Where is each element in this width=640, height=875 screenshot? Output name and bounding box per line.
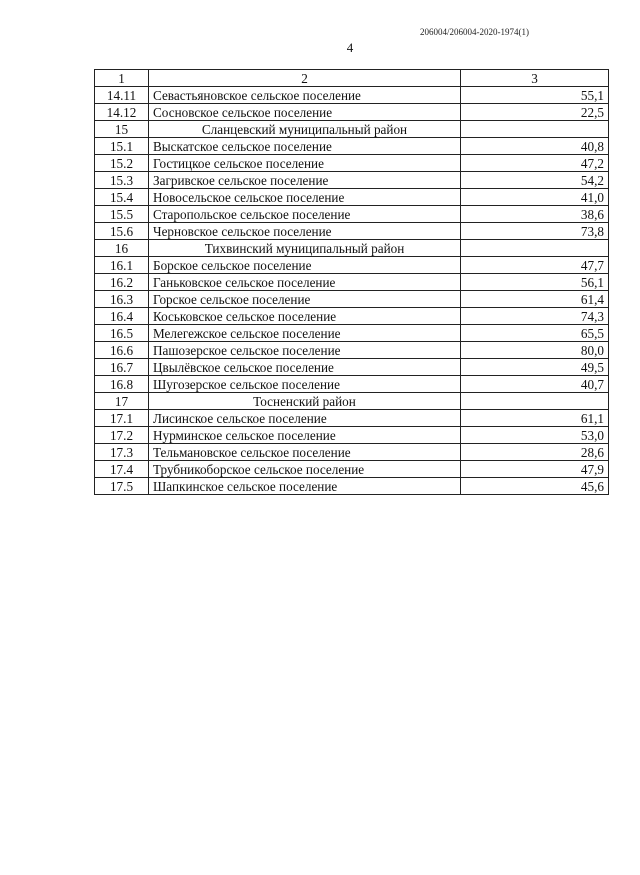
district-row [95,121,609,138]
value-cell [461,121,609,138]
settlement-name-cell: Шугозерское сельское поселение [149,376,461,393]
value-cell: 54,2 [461,172,609,189]
table-row [95,478,609,495]
row-number-cell: 16.3 [95,291,149,308]
table-row [95,274,609,291]
table-row [95,410,609,427]
settlement-name-cell: Тельмановское сельское поселение [149,444,461,461]
row-number-cell: 16 [95,240,149,257]
settlement-name-cell: Лисинское сельское поселение [149,410,461,427]
value-cell: 41,0 [461,189,609,206]
district-name-cell: Тосненский район [149,393,461,410]
row-number-cell: 15 [95,121,149,138]
value-cell: 49,5 [461,359,609,376]
settlement-name-cell: Шапкинское сельское поселение [149,478,461,495]
table-row [95,325,609,342]
page-number: 4 [346,40,354,55]
row-number-cell: 17.4 [95,461,149,478]
value-cell: 80,0 [461,342,609,359]
row-number-cell: 16.5 [95,325,149,342]
row-number-cell: 17.1 [95,410,149,427]
table-row [95,206,609,223]
row-number-cell: 15.5 [95,206,149,223]
row-number-cell: 17 [95,393,149,410]
row-number-cell: 16.8 [95,376,149,393]
value-cell: 47,9 [461,461,609,478]
table-row [95,172,609,189]
value-cell: 40,7 [461,376,609,393]
row-number-cell: 15.2 [95,155,149,172]
row-number-cell: 17.3 [95,444,149,461]
column-header-1: 1 [95,70,149,87]
table-row [95,104,609,121]
table-row [95,291,609,308]
row-number-cell: 14.12 [95,104,149,121]
value-cell: 73,8 [461,223,609,240]
settlement-name-cell: Гостицкое сельское поселение [149,155,461,172]
table-row [95,138,609,155]
settlement-name-cell: Цвылёвское сельское поселение [149,359,461,376]
table-row [95,87,609,104]
value-cell: 56,1 [461,274,609,291]
value-cell: 74,3 [461,308,609,325]
settlement-name-cell: Коськовское сельское поселение [149,308,461,325]
value-cell [461,393,609,410]
settlement-name-cell: Старопольское сельское поселение [149,206,461,223]
value-cell: 61,4 [461,291,609,308]
table-row [95,427,609,444]
settlement-name-cell: Борское сельское поселение [149,257,461,274]
value-cell: 53,0 [461,427,609,444]
settlements-table [94,69,609,495]
table-row [95,342,609,359]
row-number-cell: 17.2 [95,427,149,444]
value-cell: 38,6 [461,206,609,223]
row-number-cell: 14.11 [95,87,149,104]
settlement-name-cell: Загривское сельское поселение [149,172,461,189]
district-name-cell: Сланцевский муниципальный район [149,121,461,138]
district-name-cell: Тихвинский муниципальный район [149,240,461,257]
settlement-name-cell: Горское сельское поселение [149,291,461,308]
row-number-cell: 16.6 [95,342,149,359]
row-number-cell: 15.1 [95,138,149,155]
value-cell: 45,6 [461,478,609,495]
table-row [95,444,609,461]
value-cell: 47,2 [461,155,609,172]
table-row [95,376,609,393]
row-number-cell: 17.5 [95,478,149,495]
value-cell: 22,5 [461,104,609,121]
column-header-2: 2 [149,70,461,87]
district-row [95,240,609,257]
settlement-name-cell: Севастьяновское сельское поселение [149,87,461,104]
settlement-name-cell: Выскатское сельское поселение [149,138,461,155]
column-header-3: 3 [461,70,609,87]
table-row [95,308,609,325]
settlement-name-cell: Черновское сельское поселение [149,223,461,240]
table-row [95,461,609,478]
value-cell: 47,7 [461,257,609,274]
table-row [95,223,609,240]
table-header-row [95,70,609,87]
settlement-name-cell: Трубникоборское сельское поселение [149,461,461,478]
value-cell: 40,8 [461,138,609,155]
table-row [95,257,609,274]
value-cell: 61,1 [461,410,609,427]
settlement-name-cell: Мелегежское сельское поселение [149,325,461,342]
row-number-cell: 15.6 [95,223,149,240]
document-id: 206004/206004-2020-1974(1) [420,27,529,37]
row-number-cell: 15.3 [95,172,149,189]
row-number-cell: 16.7 [95,359,149,376]
settlement-name-cell: Новосельское сельское поселение [149,189,461,206]
row-number-cell: 16.1 [95,257,149,274]
value-cell: 28,6 [461,444,609,461]
district-row [95,393,609,410]
table-row [95,155,609,172]
table-row [95,189,609,206]
settlement-name-cell: Нурминское сельское поселение [149,427,461,444]
row-number-cell: 15.4 [95,189,149,206]
value-cell: 65,5 [461,325,609,342]
settlement-name-cell: Ганьковское сельское поселение [149,274,461,291]
row-number-cell: 16.4 [95,308,149,325]
settlement-name-cell: Сосновское сельское поселение [149,104,461,121]
table-body [95,70,609,495]
table-row [95,359,609,376]
settlement-name-cell: Пашозерское сельское поселение [149,342,461,359]
value-cell: 55,1 [461,87,609,104]
row-number-cell: 16.2 [95,274,149,291]
value-cell [461,240,609,257]
